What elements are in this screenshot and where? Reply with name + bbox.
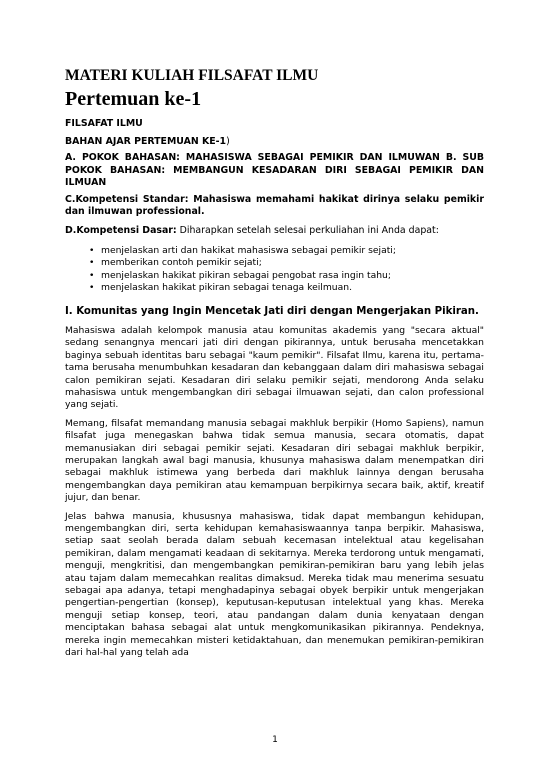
document-title: MATERI KULIAH FILSAFAT ILMU — [65, 67, 319, 84]
material-heading — [65, 135, 484, 148]
list-item-text: menjelaskan arti dan hakikat mahasiswa sebagai pemikir sejati; — [101, 244, 396, 256]
list-item — [89, 245, 484, 258]
page-number: 1 — [272, 735, 278, 745]
bullet-icon: • — [89, 257, 95, 269]
list-item-text: memberikan contoh pemikir sejati; — [101, 257, 262, 269]
list-item — [89, 270, 484, 283]
meeting-heading: Pertemuan ke-1 — [65, 88, 202, 110]
course-name: FILSAFAT ILMU — [65, 118, 143, 129]
body-paragraph: Memang, filsafat memandang manusia sebagai makhluk berpikir (Homo Sapiens), namun filsafat juga menegaskan bahwa tidak semua manusia, secara otomatis, dapat memanusiakan diri sebagai pemikir sejati. Kesadaran diri sebagai makhluk berpikir, merupakan langkah awal bagi manusia, khusunya mahasiswa dalam menempatkan diri sebagai makhluk istimewa yang berbeda dari makhluk lainnya dengan berusaha mengembangkan daya pemikiran atau kemampuan berpikirnya secara baik, aktif, kreatif jujur, dan benar. — [65, 417, 484, 504]
body-paragraph: Mahasiswa adalah kelompok manusia atau komunitas akademis yang "secara aktual" sedang senangnya mencari jati diri dengan pikirannya, untuk berusaha mencetakkan baginya sebuah identitas baru sebagai "kaum pemikir". Filsafat Ilmu, karena itu, pertama-tama berusaha menumbuhkan kesadaran dan kebanggaan dalam diri mahasiswa sebagai calon pemikiran sejati. Kesadaran diri selaku pemikir sejati, mendorong Anda selaku mahasiswa untuk mengembangkan diri sebagai ilmuawan sejati, dan calon professional yang sejati. — [65, 324, 484, 411]
body-paragraph: Jelas bahwa manusia, khususnya mahasiswa, tidak dapat membangun kehidupan, mengembangkan diri, serta kehidupan kemahasiswaannya tanpa berpikir. Mahasiswa, setiap saat seolah berada dalam sebuah kecemasan intelektual atau kegelisahan pemikiran, dalam mengamati keadaan di sekitarnya. Mereka terdorong untuk mengamati, menguji, mengkritisi, dan mengembangkan pemikiran-pemikiran baru yang lebih jelas atau tajam dalam memecahkan realitas dimaksud. Mereka tidak mau menerima sesuatu sebagai apa adanya, tetapi menghadapinya sebagai obyek berpikir untuk mengerjakan pengertian-pengertian (konsep), keputusan-keputusan intelektual yang khas. Mereka menguji setiap konsep, teori, atau pandangan dalam dunia kenyataan dengan menciptakan bahasa sebagai alat untuk mengkomunikasikan pikirannya. Pendeknya, mereka ingin memecahkan misteri ketidaktahuan, dan menemukan pemikiran-pemikiran dari hal-hal yang telah ada — [65, 510, 484, 659]
kompetensi-standar-text: Mahasiswa memahami hakikat dirinya selaku pemikir dan ilmuwan professional. — [65, 193, 484, 217]
bullet-icon: • — [89, 269, 95, 281]
material-heading-suffix: ) — [226, 136, 230, 147]
pokok-bahasan: A. POKOK BAHASAN: MAHASISWA SEBAGAI PEMIKIR DAN ILMUWAN B. SUB POKOK BAHASAN: MEMBANGUN KESADARAN DIRI SEBAGAI PEMIKIR DAN ILMUAN — [65, 152, 484, 188]
kompetensi-standar-label: C.Kompetensi Standar: — [65, 193, 189, 205]
material-heading-text: BAHAN AJAR PERTEMUAN KE-1 — [65, 136, 227, 147]
kompetensi-dasar — [65, 224, 484, 237]
list-item — [89, 257, 484, 270]
section-heading: I. Komunitas yang Ingin Mencetak Jati diri dengan Mengerjakan Pikiran. — [65, 305, 479, 317]
bullet-icon: • — [89, 282, 95, 294]
list-item-text: menjelaskan hakikat pikiran sebagai pengobat rasa ingin tahu; — [101, 269, 391, 281]
page-content — [65, 66, 484, 659]
kompetensi-dasar-label: D.Kompetensi Dasar: — [65, 224, 177, 236]
kompetensi-standar — [65, 194, 484, 219]
competency-list — [65, 245, 484, 295]
list-item — [89, 282, 484, 295]
kompetensi-dasar-text: Diharapkan setelah selesai perkuliahan ini Anda dapat: — [176, 224, 439, 236]
bullet-icon: • — [89, 244, 95, 256]
list-item-text: menjelaskan hakikat pikiran sebagai tenaga keilmuan. — [101, 282, 353, 294]
